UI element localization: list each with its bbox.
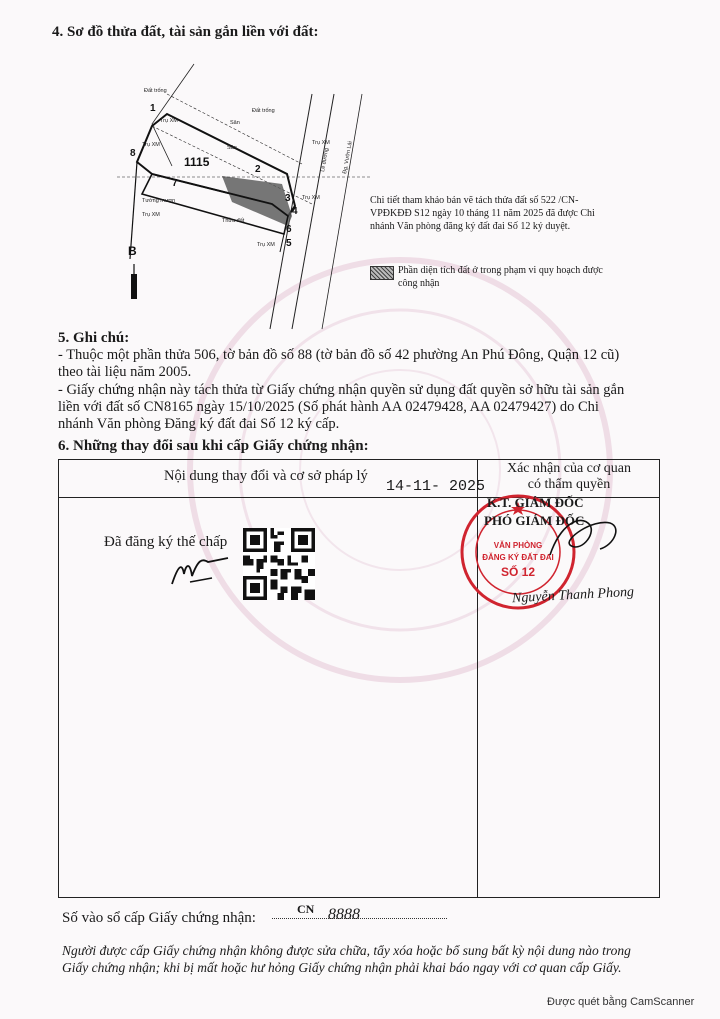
camscanner-watermark: Được quét bằng CamScanner <box>547 996 695 1008</box>
map-label: Sân <box>230 120 240 126</box>
section5-heading: 5. Ghi chú: <box>58 330 130 346</box>
point-label: 5 <box>286 238 292 249</box>
note-line: - Thuộc một phần thửa 506, tờ bản đồ số 88 (tờ bản đồ số 42 phường An Phú Đông, Quận 12 cũ) <box>58 347 620 363</box>
section6-heading: 6. Những thay đổi sau khi cấp Giấy chứng nhận: <box>58 438 369 454</box>
point-label: 1 <box>150 103 156 114</box>
map-label: Trụ XM <box>142 212 160 218</box>
point-label: 2 <box>255 164 261 175</box>
col2-header-line1: Xác nhận của cơ quan <box>506 461 631 476</box>
map-label: Lề đường <box>320 147 331 173</box>
registration-label: Số vào sổ cấp Giấy chứng nhận: <box>62 910 256 926</box>
change-date: 14-11- 2025 <box>386 478 486 495</box>
note-line: - Giấy chứng nhận này tách thửa từ Giấy chứng nhận quyền sử dụng đất quyền sở hữu tài sản gắn <box>58 382 625 398</box>
point-label: 6 <box>286 224 292 235</box>
map-label: Đg. Vườn Lài <box>342 140 354 175</box>
section4-heading: 4. Sơ đồ thửa đất, tài sản gắn liền với đất: <box>52 24 319 40</box>
col2-header <box>478 461 660 493</box>
map-label: Trụ XM <box>257 242 275 248</box>
note-line: nhánh Văn phòng Đăng ký đất đai Số 12 ký cấp. <box>58 416 340 432</box>
col2-header-line2: có thẩm quyền <box>527 477 611 492</box>
legend-swatch <box>370 266 394 280</box>
map-label: Trụ XM <box>312 140 330 146</box>
warning-line: Người được cấp Giấy chứng nhận không được sửa chữa, tẩy xóa hoặc bổ sung bất kỳ nội dung nào trong <box>62 943 631 958</box>
stamp-registry: ĐĂNG KÝ ĐẤT ĐAI <box>482 553 554 562</box>
registration-number: 8888 <box>328 906 360 923</box>
map-detail-note: Chi tiết tham khảo bản vẽ tách thửa đất số 522 /CN-VPĐKĐĐ S12 ngày 10 tháng 11 năm 2025 đã được Chi nhánh Văn phòng đăng ký đất đai Số 12 ký duyệt. <box>370 195 595 232</box>
qr-code <box>243 528 315 600</box>
map-label: Đất trống <box>144 88 167 94</box>
signer-name: Nguyễn Thanh Phong <box>511 584 635 607</box>
deputy-title: PHÓ GIÁM ĐỐC <box>484 513 585 528</box>
point-label: 7 <box>172 178 178 189</box>
stamp-office: VĂN PHÒNG <box>493 541 543 550</box>
map-label: Thửa đất <box>222 218 245 224</box>
map-label: Sân <box>227 145 237 151</box>
point-label: 3 <box>285 193 291 204</box>
kt-title: K.T. GIÁM ĐỐC <box>487 495 584 510</box>
direction-label: B <box>128 244 137 258</box>
official-signature <box>540 505 630 565</box>
map-label: Trụ XM <box>160 118 178 124</box>
point-label: 4 <box>292 206 298 217</box>
note-line: liền với đất số CN8165 ngày 15/10/2025 (Số phát hành AA 02479428, AA 02479427) do Chi <box>58 399 599 415</box>
stamp-number: SỐ 12 <box>500 565 536 579</box>
note-line: theo tài liệu năm 2005. <box>58 364 192 380</box>
col1-header: Nội dung thay đổi và cơ sở pháp lý <box>164 468 368 484</box>
registration-prefix: CN <box>297 902 315 916</box>
warning-line: Giấy chứng nhận; khi bị mất hoặc hư hỏng Giấy chứng nhận phải khai báo ngay với cơ quan cấp Giấy. <box>62 960 622 975</box>
map-label: Đất trống <box>252 108 275 114</box>
land-parcel-map <box>112 54 380 334</box>
map-label: Trụ XM <box>302 195 320 201</box>
map-label: Tường mượn <box>142 198 176 204</box>
mortgage-entry: Đã đăng ký thế chấp <box>104 534 228 550</box>
map-label: Trụ XM <box>142 142 160 148</box>
parcel-number: 1115 <box>184 155 210 169</box>
initial-signature <box>168 556 238 590</box>
point-label: 8 <box>130 148 136 159</box>
legend-text: Phần diện tích đất ở trong phạm vi quy hoạch được công nhận <box>398 265 603 289</box>
